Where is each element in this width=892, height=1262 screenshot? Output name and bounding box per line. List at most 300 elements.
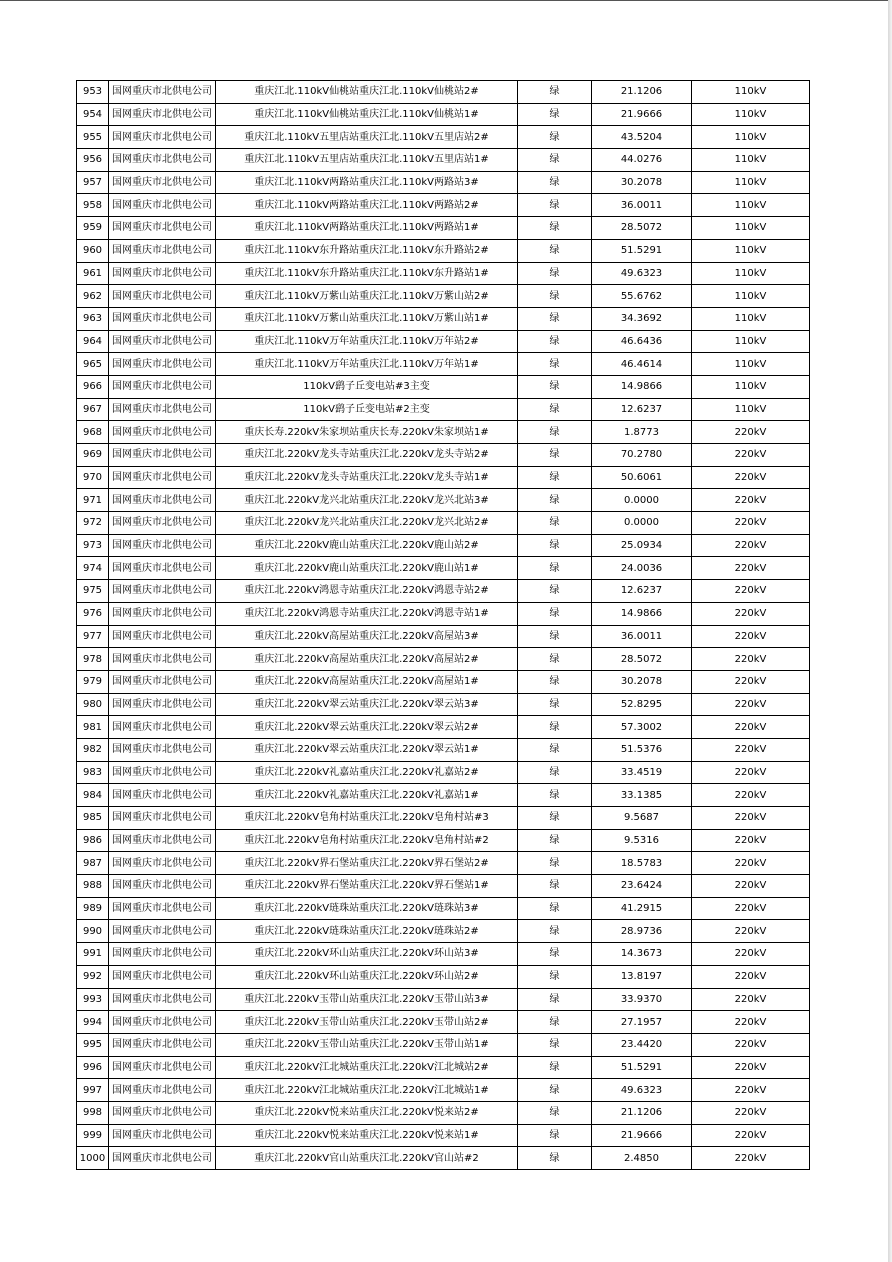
table-row <box>77 602 810 625</box>
station-cell: 重庆江北.220kV礼嘉站重庆江北.220kV礼嘉站1# <box>216 784 518 807</box>
table-row <box>77 738 810 761</box>
station-cell: 110kV鹞子丘变电站#3主变 <box>216 375 518 398</box>
station-cell: 重庆江北.220kV玉带山站重庆江北.220kV玉带山站3# <box>216 988 518 1011</box>
value-cell: 46.4614 <box>592 353 692 376</box>
status-color-cell: 绿 <box>518 897 592 920</box>
status-color-cell: 绿 <box>518 943 592 966</box>
row-number: 975 <box>77 580 109 603</box>
table-row <box>77 217 810 240</box>
table-row <box>77 330 810 353</box>
status-color-cell: 绿 <box>518 239 592 262</box>
row-number: 966 <box>77 375 109 398</box>
row-number: 988 <box>77 875 109 898</box>
row-number: 953 <box>77 81 109 104</box>
status-color-cell: 绿 <box>518 1033 592 1056</box>
row-number: 994 <box>77 1011 109 1034</box>
value-cell: 49.6323 <box>592 262 692 285</box>
station-cell: 重庆江北.110kV仙桃站重庆江北.110kV仙桃站2# <box>216 81 518 104</box>
row-number: 1000 <box>77 1147 109 1170</box>
value-cell: 21.9666 <box>592 1124 692 1147</box>
status-color-cell: 绿 <box>518 920 592 943</box>
row-number: 990 <box>77 920 109 943</box>
company-cell: 国网重庆市北供电公司 <box>109 512 216 535</box>
company-cell: 国网重庆市北供电公司 <box>109 126 216 149</box>
row-number: 987 <box>77 852 109 875</box>
value-cell: 27.1957 <box>592 1011 692 1034</box>
voltage-cell: 220kV <box>692 965 810 988</box>
table-row <box>77 897 810 920</box>
row-number: 984 <box>77 784 109 807</box>
station-cell: 110kV鹞子丘变电站#2主变 <box>216 398 518 421</box>
status-color-cell: 绿 <box>518 1011 592 1034</box>
value-cell: 52.8295 <box>592 693 692 716</box>
row-number: 956 <box>77 149 109 172</box>
row-number: 958 <box>77 194 109 217</box>
status-color-cell: 绿 <box>518 784 592 807</box>
company-cell: 国网重庆市北供电公司 <box>109 1147 216 1170</box>
table-row <box>77 1079 810 1102</box>
voltage-cell: 220kV <box>692 602 810 625</box>
station-cell: 重庆长寿.220kV朱家坝站重庆长寿.220kV朱家坝站1# <box>216 421 518 444</box>
status-color-cell: 绿 <box>518 829 592 852</box>
voltage-cell: 220kV <box>692 1079 810 1102</box>
value-cell: 34.3692 <box>592 307 692 330</box>
value-cell: 70.2780 <box>592 444 692 467</box>
company-cell: 国网重庆市北供电公司 <box>109 330 216 353</box>
station-cell: 重庆江北.220kV界石堡站重庆江北.220kV界石堡站2# <box>216 852 518 875</box>
company-cell: 国网重庆市北供电公司 <box>109 965 216 988</box>
status-color-cell: 绿 <box>518 489 592 512</box>
station-cell: 重庆江北.110kV万紫山站重庆江北.110kV万紫山站2# <box>216 285 518 308</box>
value-cell: 9.5316 <box>592 829 692 852</box>
station-cell: 重庆江北.220kV鸿恩寺站重庆江北.220kV鸿恩寺站2# <box>216 580 518 603</box>
voltage-cell: 220kV <box>692 807 810 830</box>
voltage-cell: 220kV <box>692 852 810 875</box>
table-row <box>77 171 810 194</box>
substation-table <box>76 80 810 1170</box>
table-row <box>77 103 810 126</box>
value-cell: 55.6762 <box>592 285 692 308</box>
voltage-cell: 220kV <box>692 761 810 784</box>
voltage-cell: 110kV <box>692 171 810 194</box>
station-cell: 重庆江北.220kV皂角村站重庆江北.220kV皂角村站#3 <box>216 807 518 830</box>
row-number: 971 <box>77 489 109 512</box>
station-cell: 重庆江北.220kV高屋站重庆江北.220kV高屋站2# <box>216 648 518 671</box>
value-cell: 23.4420 <box>592 1033 692 1056</box>
voltage-cell: 220kV <box>692 648 810 671</box>
station-cell: 重庆江北.220kV琏珠站重庆江北.220kV琏珠站3# <box>216 897 518 920</box>
station-cell: 重庆江北.220kV悦来站重庆江北.220kV悦来站2# <box>216 1101 518 1124</box>
station-cell: 重庆江北.220kV官山站重庆江北.220kV官山站#2 <box>216 1147 518 1170</box>
voltage-cell: 110kV <box>692 398 810 421</box>
row-number: 992 <box>77 965 109 988</box>
status-color-cell: 绿 <box>518 217 592 240</box>
station-cell: 重庆江北.220kV礼嘉站重庆江北.220kV礼嘉站2# <box>216 761 518 784</box>
company-cell: 国网重庆市北供电公司 <box>109 738 216 761</box>
value-cell: 28.5072 <box>592 217 692 240</box>
table-row <box>77 670 810 693</box>
status-color-cell: 绿 <box>518 512 592 535</box>
voltage-cell: 220kV <box>692 625 810 648</box>
company-cell: 国网重庆市北供电公司 <box>109 398 216 421</box>
status-color-cell: 绿 <box>518 194 592 217</box>
row-number: 974 <box>77 557 109 580</box>
value-cell: 21.9666 <box>592 103 692 126</box>
value-cell: 1.8773 <box>592 421 692 444</box>
station-cell: 重庆江北.220kV龙兴北站重庆江北.220kV龙兴北站3# <box>216 489 518 512</box>
company-cell: 国网重庆市北供电公司 <box>109 1056 216 1079</box>
station-cell: 重庆江北.220kV翠云站重庆江北.220kV翠云站1# <box>216 738 518 761</box>
row-number: 986 <box>77 829 109 852</box>
status-color-cell: 绿 <box>518 693 592 716</box>
company-cell: 国网重庆市北供电公司 <box>109 784 216 807</box>
status-color-cell: 绿 <box>518 875 592 898</box>
station-cell: 重庆江北.220kV皂角村站重庆江北.220kV皂角村站#2 <box>216 829 518 852</box>
table-row <box>77 1124 810 1147</box>
table-row <box>77 512 810 535</box>
status-color-cell: 绿 <box>518 965 592 988</box>
voltage-cell: 220kV <box>692 1011 810 1034</box>
station-cell: 重庆江北.220kV高屋站重庆江北.220kV高屋站1# <box>216 670 518 693</box>
row-number: 995 <box>77 1033 109 1056</box>
value-cell: 14.9866 <box>592 375 692 398</box>
value-cell: 13.8197 <box>592 965 692 988</box>
station-cell: 重庆江北.220kV鹿山站重庆江北.220kV鹿山站1# <box>216 557 518 580</box>
status-color-cell: 绿 <box>518 648 592 671</box>
company-cell: 国网重庆市北供电公司 <box>109 693 216 716</box>
row-number: 981 <box>77 716 109 739</box>
voltage-cell: 110kV <box>692 194 810 217</box>
voltage-cell: 220kV <box>692 421 810 444</box>
page-edge-shadow <box>888 0 892 1262</box>
page-top-border <box>0 0 892 1</box>
status-color-cell: 绿 <box>518 580 592 603</box>
status-color-cell: 绿 <box>518 466 592 489</box>
voltage-cell: 110kV <box>692 81 810 104</box>
company-cell: 国网重庆市北供电公司 <box>109 557 216 580</box>
row-number: 978 <box>77 648 109 671</box>
station-cell: 重庆江北.110kV五里店站重庆江北.110kV五里店站1# <box>216 149 518 172</box>
row-number: 967 <box>77 398 109 421</box>
status-color-cell: 绿 <box>518 330 592 353</box>
station-cell: 重庆江北.220kV高屋站重庆江北.220kV高屋站3# <box>216 625 518 648</box>
row-number: 999 <box>77 1124 109 1147</box>
status-color-cell: 绿 <box>518 761 592 784</box>
value-cell: 28.9736 <box>592 920 692 943</box>
company-cell: 国网重庆市北供电公司 <box>109 444 216 467</box>
table-row <box>77 829 810 852</box>
voltage-cell: 220kV <box>692 1147 810 1170</box>
voltage-cell: 220kV <box>692 670 810 693</box>
status-color-cell: 绿 <box>518 852 592 875</box>
table-row <box>77 375 810 398</box>
status-color-cell: 绿 <box>518 1101 592 1124</box>
table-row <box>77 580 810 603</box>
table-row <box>77 1033 810 1056</box>
voltage-cell: 110kV <box>692 375 810 398</box>
status-color-cell: 绿 <box>518 1124 592 1147</box>
value-cell: 51.5291 <box>592 1056 692 1079</box>
table-row <box>77 466 810 489</box>
row-number: 983 <box>77 761 109 784</box>
station-cell: 重庆江北.110kV万年站重庆江北.110kV万年站2# <box>216 330 518 353</box>
station-cell: 重庆江北.110kV万年站重庆江北.110kV万年站1# <box>216 353 518 376</box>
row-number: 985 <box>77 807 109 830</box>
value-cell: 2.4850 <box>592 1147 692 1170</box>
voltage-cell: 220kV <box>692 444 810 467</box>
station-cell: 重庆江北.220kV环山站重庆江北.220kV环山站2# <box>216 965 518 988</box>
table-row <box>77 353 810 376</box>
value-cell: 14.3673 <box>592 943 692 966</box>
row-number: 998 <box>77 1101 109 1124</box>
value-cell: 44.0276 <box>592 149 692 172</box>
company-cell: 国网重庆市北供电公司 <box>109 103 216 126</box>
voltage-cell: 110kV <box>692 126 810 149</box>
company-cell: 国网重庆市北供电公司 <box>109 239 216 262</box>
station-cell: 重庆江北.110kV两路站重庆江北.110kV两路站2# <box>216 194 518 217</box>
voltage-cell: 110kV <box>692 353 810 376</box>
company-cell: 国网重庆市北供电公司 <box>109 466 216 489</box>
value-cell: 28.5072 <box>592 648 692 671</box>
company-cell: 国网重庆市北供电公司 <box>109 1011 216 1034</box>
row-number: 960 <box>77 239 109 262</box>
company-cell: 国网重庆市北供电公司 <box>109 1101 216 1124</box>
row-number: 962 <box>77 285 109 308</box>
row-number: 972 <box>77 512 109 535</box>
value-cell: 30.2078 <box>592 670 692 693</box>
table-row <box>77 943 810 966</box>
table-row <box>77 239 810 262</box>
voltage-cell: 110kV <box>692 262 810 285</box>
voltage-cell: 110kV <box>692 285 810 308</box>
table-row <box>77 149 810 172</box>
station-cell: 重庆江北.220kV环山站重庆江北.220kV环山站3# <box>216 943 518 966</box>
voltage-cell: 220kV <box>692 943 810 966</box>
value-cell: 21.1206 <box>592 1101 692 1124</box>
status-color-cell: 绿 <box>518 307 592 330</box>
status-color-cell: 绿 <box>518 421 592 444</box>
table-row <box>77 444 810 467</box>
company-cell: 国网重庆市北供电公司 <box>109 920 216 943</box>
status-color-cell: 绿 <box>518 807 592 830</box>
station-cell: 重庆江北.110kV东升路站重庆江北.110kV东升路站1# <box>216 262 518 285</box>
station-cell: 重庆江北.220kV龙头寺站重庆江北.220kV龙头寺站2# <box>216 444 518 467</box>
voltage-cell: 110kV <box>692 217 810 240</box>
station-cell: 重庆江北.220kV悦来站重庆江北.220kV悦来站1# <box>216 1124 518 1147</box>
value-cell: 23.6424 <box>592 875 692 898</box>
table-row <box>77 557 810 580</box>
table-row <box>77 421 810 444</box>
company-cell: 国网重庆市北供电公司 <box>109 761 216 784</box>
table-row <box>77 965 810 988</box>
table-row <box>77 784 810 807</box>
company-cell: 国网重庆市北供电公司 <box>109 375 216 398</box>
value-cell: 12.6237 <box>592 398 692 421</box>
company-cell: 国网重庆市北供电公司 <box>109 897 216 920</box>
status-color-cell: 绿 <box>518 444 592 467</box>
status-color-cell: 绿 <box>518 670 592 693</box>
station-cell: 重庆江北.220kV琏珠站重庆江北.220kV琏珠站2# <box>216 920 518 943</box>
voltage-cell: 220kV <box>692 489 810 512</box>
row-number: 989 <box>77 897 109 920</box>
company-cell: 国网重庆市北供电公司 <box>109 625 216 648</box>
row-number: 970 <box>77 466 109 489</box>
voltage-cell: 220kV <box>692 738 810 761</box>
status-color-cell: 绿 <box>518 81 592 104</box>
company-cell: 国网重庆市北供电公司 <box>109 807 216 830</box>
station-cell: 重庆江北.220kV界石堡站重庆江北.220kV界石堡站1# <box>216 875 518 898</box>
row-number: 957 <box>77 171 109 194</box>
status-color-cell: 绿 <box>518 716 592 739</box>
voltage-cell: 110kV <box>692 330 810 353</box>
value-cell: 43.5204 <box>592 126 692 149</box>
table-row <box>77 398 810 421</box>
value-cell: 0.0000 <box>592 512 692 535</box>
company-cell: 国网重庆市北供电公司 <box>109 852 216 875</box>
status-color-cell: 绿 <box>518 398 592 421</box>
company-cell: 国网重庆市北供电公司 <box>109 489 216 512</box>
voltage-cell: 110kV <box>692 307 810 330</box>
station-cell: 重庆江北.220kV鹿山站重庆江北.220kV鹿山站2# <box>216 534 518 557</box>
row-number: 959 <box>77 217 109 240</box>
voltage-cell: 220kV <box>692 1056 810 1079</box>
value-cell: 50.6061 <box>592 466 692 489</box>
station-cell: 重庆江北.220kV龙头寺站重庆江北.220kV龙头寺站1# <box>216 466 518 489</box>
table-row <box>77 1101 810 1124</box>
company-cell: 国网重庆市北供电公司 <box>109 1124 216 1147</box>
voltage-cell: 220kV <box>692 1033 810 1056</box>
value-cell: 9.5687 <box>592 807 692 830</box>
value-cell: 33.4519 <box>592 761 692 784</box>
table-row <box>77 875 810 898</box>
company-cell: 国网重庆市北供电公司 <box>109 670 216 693</box>
value-cell: 46.6436 <box>592 330 692 353</box>
company-cell: 国网重庆市北供电公司 <box>109 194 216 217</box>
table-row <box>77 716 810 739</box>
status-color-cell: 绿 <box>518 126 592 149</box>
table-row <box>77 920 810 943</box>
row-number: 979 <box>77 670 109 693</box>
row-number: 973 <box>77 534 109 557</box>
company-cell: 国网重庆市北供电公司 <box>109 171 216 194</box>
value-cell: 0.0000 <box>592 489 692 512</box>
company-cell: 国网重庆市北供电公司 <box>109 421 216 444</box>
row-number: 969 <box>77 444 109 467</box>
row-number: 996 <box>77 1056 109 1079</box>
table-row <box>77 285 810 308</box>
status-color-cell: 绿 <box>518 738 592 761</box>
company-cell: 国网重庆市北供电公司 <box>109 217 216 240</box>
table-row <box>77 534 810 557</box>
status-color-cell: 绿 <box>518 171 592 194</box>
station-cell: 重庆江北.220kV江北城站重庆江北.220kV江北城站1# <box>216 1079 518 1102</box>
row-number: 997 <box>77 1079 109 1102</box>
row-number: 993 <box>77 988 109 1011</box>
value-cell: 24.0036 <box>592 557 692 580</box>
row-number: 991 <box>77 943 109 966</box>
value-cell: 21.1206 <box>592 81 692 104</box>
company-cell: 国网重庆市北供电公司 <box>109 307 216 330</box>
voltage-cell: 220kV <box>692 716 810 739</box>
value-cell: 49.6323 <box>592 1079 692 1102</box>
status-color-cell: 绿 <box>518 602 592 625</box>
table-row <box>77 194 810 217</box>
status-color-cell: 绿 <box>518 557 592 580</box>
voltage-cell: 110kV <box>692 239 810 262</box>
station-cell: 重庆江北.110kV五里店站重庆江北.110kV五里店站2# <box>216 126 518 149</box>
company-cell: 国网重庆市北供电公司 <box>109 285 216 308</box>
row-number: 982 <box>77 738 109 761</box>
voltage-cell: 220kV <box>692 466 810 489</box>
table-row <box>77 81 810 104</box>
table-body <box>77 81 810 1170</box>
row-number: 980 <box>77 693 109 716</box>
company-cell: 国网重庆市北供电公司 <box>109 648 216 671</box>
status-color-cell: 绿 <box>518 375 592 398</box>
status-color-cell: 绿 <box>518 103 592 126</box>
company-cell: 国网重庆市北供电公司 <box>109 875 216 898</box>
value-cell: 12.6237 <box>592 580 692 603</box>
table-row <box>77 988 810 1011</box>
voltage-cell: 220kV <box>692 829 810 852</box>
company-cell: 国网重庆市北供电公司 <box>109 716 216 739</box>
company-cell: 国网重庆市北供电公司 <box>109 988 216 1011</box>
table-row <box>77 1056 810 1079</box>
company-cell: 国网重庆市北供电公司 <box>109 829 216 852</box>
status-color-cell: 绿 <box>518 262 592 285</box>
company-cell: 国网重庆市北供电公司 <box>109 1033 216 1056</box>
voltage-cell: 220kV <box>692 1101 810 1124</box>
value-cell: 57.3002 <box>592 716 692 739</box>
status-color-cell: 绿 <box>518 1079 592 1102</box>
company-cell: 国网重庆市北供电公司 <box>109 262 216 285</box>
voltage-cell: 220kV <box>692 784 810 807</box>
row-number: 955 <box>77 126 109 149</box>
station-cell: 重庆江北.110kV仙桃站重庆江北.110kV仙桃站1# <box>216 103 518 126</box>
voltage-cell: 220kV <box>692 580 810 603</box>
value-cell: 41.2915 <box>592 897 692 920</box>
row-number: 977 <box>77 625 109 648</box>
table-row <box>77 489 810 512</box>
row-number: 968 <box>77 421 109 444</box>
table-row <box>77 262 810 285</box>
voltage-cell: 110kV <box>692 149 810 172</box>
voltage-cell: 220kV <box>692 1124 810 1147</box>
station-cell: 重庆江北.220kV鸿恩寺站重庆江北.220kV鸿恩寺站1# <box>216 602 518 625</box>
table-row <box>77 852 810 875</box>
company-cell: 国网重庆市北供电公司 <box>109 534 216 557</box>
value-cell: 51.5376 <box>592 738 692 761</box>
value-cell: 25.0934 <box>592 534 692 557</box>
voltage-cell: 220kV <box>692 897 810 920</box>
value-cell: 30.2078 <box>592 171 692 194</box>
station-cell: 重庆江北.110kV东升路站重庆江北.110kV东升路站2# <box>216 239 518 262</box>
station-cell: 重庆江北.110kV两路站重庆江北.110kV两路站3# <box>216 171 518 194</box>
company-cell: 国网重庆市北供电公司 <box>109 602 216 625</box>
row-number: 954 <box>77 103 109 126</box>
voltage-cell: 220kV <box>692 920 810 943</box>
status-color-cell: 绿 <box>518 1056 592 1079</box>
status-color-cell: 绿 <box>518 353 592 376</box>
row-number: 976 <box>77 602 109 625</box>
value-cell: 33.1385 <box>592 784 692 807</box>
voltage-cell: 220kV <box>692 557 810 580</box>
value-cell: 36.0011 <box>592 625 692 648</box>
status-color-cell: 绿 <box>518 988 592 1011</box>
company-cell: 国网重庆市北供电公司 <box>109 81 216 104</box>
status-color-cell: 绿 <box>518 625 592 648</box>
value-cell: 14.9866 <box>592 602 692 625</box>
